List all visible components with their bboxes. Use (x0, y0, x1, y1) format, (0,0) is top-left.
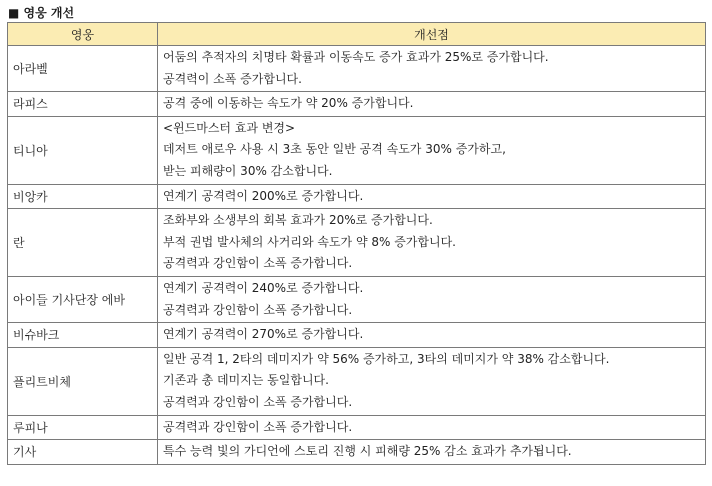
hero-name: 라피스 (8, 92, 158, 117)
improvement-cell (158, 323, 706, 348)
hero-name: 루피나 (8, 415, 158, 440)
improvement-line: 공격력과 강인함이 소폭 증가합니다. (163, 256, 353, 271)
improvement-line: <윈드마스터 효과 변경> (163, 120, 296, 135)
table-row (8, 276, 706, 322)
improvement-cell (158, 276, 706, 322)
improvement-line: 부적 권법 발사체의 사거리와 속도가 약 8% 증가합니다. (163, 234, 456, 249)
improvement-cell (158, 415, 706, 440)
improvement-line: 데저트 애로우 사용 시 3초 동안 일반 공격 속도가 30% 증가하고, (163, 142, 506, 157)
table-row (8, 347, 706, 415)
table-row (8, 92, 706, 117)
table-row (8, 209, 706, 277)
improvement-line: 공격력과 강인함이 소폭 증가합니다. (163, 419, 353, 434)
hero-name: 기사 (8, 440, 158, 465)
header-improvement: 개선점 (158, 23, 706, 46)
improvement-cell (158, 209, 706, 277)
table-row (8, 116, 706, 184)
improvement-cell (158, 184, 706, 209)
table-row (8, 46, 706, 92)
table-row (8, 415, 706, 440)
hero-name: 아이들 기사단장 에바 (8, 276, 158, 322)
section-title: ■ 영웅 개선 (8, 6, 75, 20)
table-header-row (8, 23, 706, 46)
improvement-cell (158, 46, 706, 92)
improvement-cell (158, 440, 706, 465)
hero-name: 비슈바크 (8, 323, 158, 348)
improvement-line: 연계기 공격력이 240%로 증가합니다. (163, 280, 364, 295)
hero-name: 티니아 (8, 116, 158, 184)
improvement-line: 일반 공격 1, 2타의 데미지가 약 56% 증가하고, 3타의 데미지가 약 38% 감소합니다. (163, 351, 610, 366)
improvement-cell (158, 92, 706, 117)
table-row (8, 323, 706, 348)
improvement-line: 어둠의 추적자의 치명타 확률과 이동속도 증가 효과가 25%로 증가합니다. (163, 50, 549, 64)
hero-name: 비앙카 (8, 184, 158, 209)
improvement-line: 특수 능력 빛의 가디언에 스토리 진행 시 피해량 25% 감소 효과가 추가됩니다. (163, 444, 572, 459)
improvement-line: 공격력과 강인함이 소폭 증가합니다. (163, 394, 353, 409)
table-row (8, 440, 706, 465)
improvement-line: 연계기 공격력이 200%로 증가합니다. (163, 188, 364, 203)
header-hero: 영웅 (8, 23, 158, 46)
improvement-line: 기존과 총 데미지는 동일합니다. (163, 373, 329, 388)
hero-improvement-table (7, 22, 706, 465)
hero-name: 플리트비체 (8, 347, 158, 415)
improvement-line: 조화부와 소생부의 회복 효과가 20%로 증가합니다. (163, 213, 433, 228)
improvement-line: 공격력이 소폭 증가합니다. (163, 71, 302, 86)
hero-name: 란 (8, 209, 158, 277)
improvement-cell (158, 116, 706, 184)
improvement-line: 연계기 공격력이 270%로 증가합니다. (163, 327, 364, 342)
improvement-line: 받는 피해량이 30% 감소합니다. (163, 163, 333, 178)
table-row (8, 184, 706, 209)
improvement-line: 공격력과 강인함이 소폭 증가합니다. (163, 302, 353, 317)
hero-name: 아라벨 (8, 46, 158, 92)
improvement-line: 공격 중에 이동하는 속도가 약 20% 증가합니다. (163, 96, 414, 111)
improvement-cell (158, 347, 706, 415)
